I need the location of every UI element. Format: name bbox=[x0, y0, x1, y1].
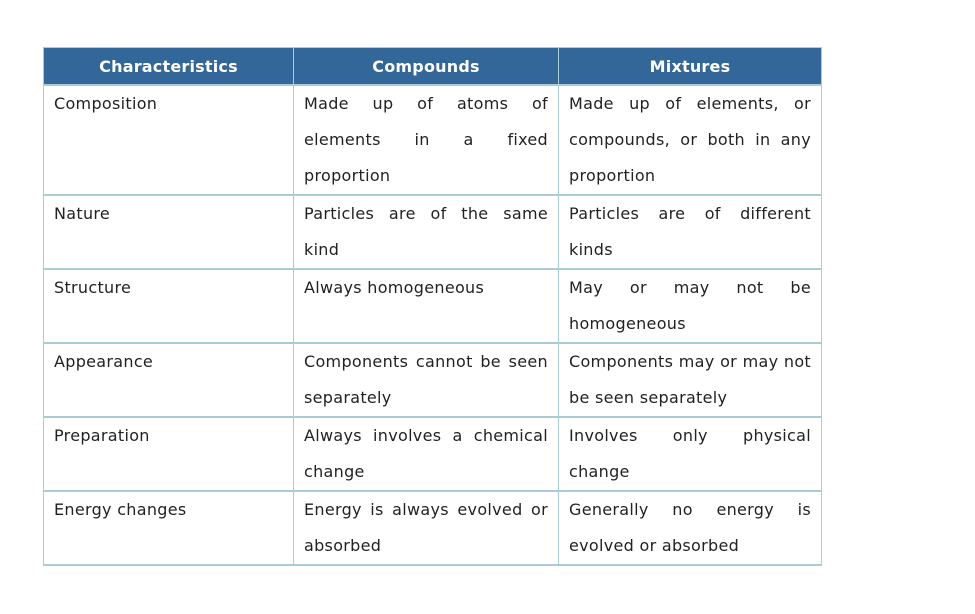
characteristic-cell: Preparation bbox=[44, 417, 294, 491]
characteristic-cell: Structure bbox=[44, 269, 294, 343]
characteristic-cell: Energy changes bbox=[44, 491, 294, 565]
table-row bbox=[44, 491, 822, 565]
table-body bbox=[44, 85, 822, 565]
characteristic-cell: Appearance bbox=[44, 343, 294, 417]
table-row bbox=[44, 85, 822, 195]
compounds-cell: Made up of atoms of elements in a fixed proportion bbox=[294, 85, 559, 195]
compounds-cell: Always homogeneous bbox=[294, 269, 559, 343]
mixtures-cell: Involves only physical change bbox=[559, 417, 822, 491]
table-row bbox=[44, 195, 822, 269]
compounds-cell: Components cannot be seen separately bbox=[294, 343, 559, 417]
characteristic-cell: Nature bbox=[44, 195, 294, 269]
comparison-table bbox=[43, 47, 822, 566]
table-row bbox=[44, 269, 822, 343]
mixtures-cell: Components may or may not be seen separately bbox=[559, 343, 822, 417]
mixtures-cell: Particles are of different kinds bbox=[559, 195, 822, 269]
table-row bbox=[44, 343, 822, 417]
mixtures-cell: May or may not be homogeneous bbox=[559, 269, 822, 343]
mixtures-cell: Made up of elements, or compounds, or both in any proportion bbox=[559, 85, 822, 195]
characteristic-cell: Composition bbox=[44, 85, 294, 195]
compounds-cell: Particles are of the same kind bbox=[294, 195, 559, 269]
header-compounds: Compounds bbox=[294, 48, 559, 86]
compounds-cell: Always involves a chemical change bbox=[294, 417, 559, 491]
table-row bbox=[44, 417, 822, 491]
compounds-cell: Energy is always evolved or absorbed bbox=[294, 491, 559, 565]
header-characteristics: Characteristics bbox=[44, 48, 294, 86]
header-row bbox=[44, 48, 822, 86]
table-header bbox=[44, 48, 822, 86]
mixtures-cell: Generally no energy is evolved or absorbed bbox=[559, 491, 822, 565]
header-mixtures: Mixtures bbox=[559, 48, 822, 86]
